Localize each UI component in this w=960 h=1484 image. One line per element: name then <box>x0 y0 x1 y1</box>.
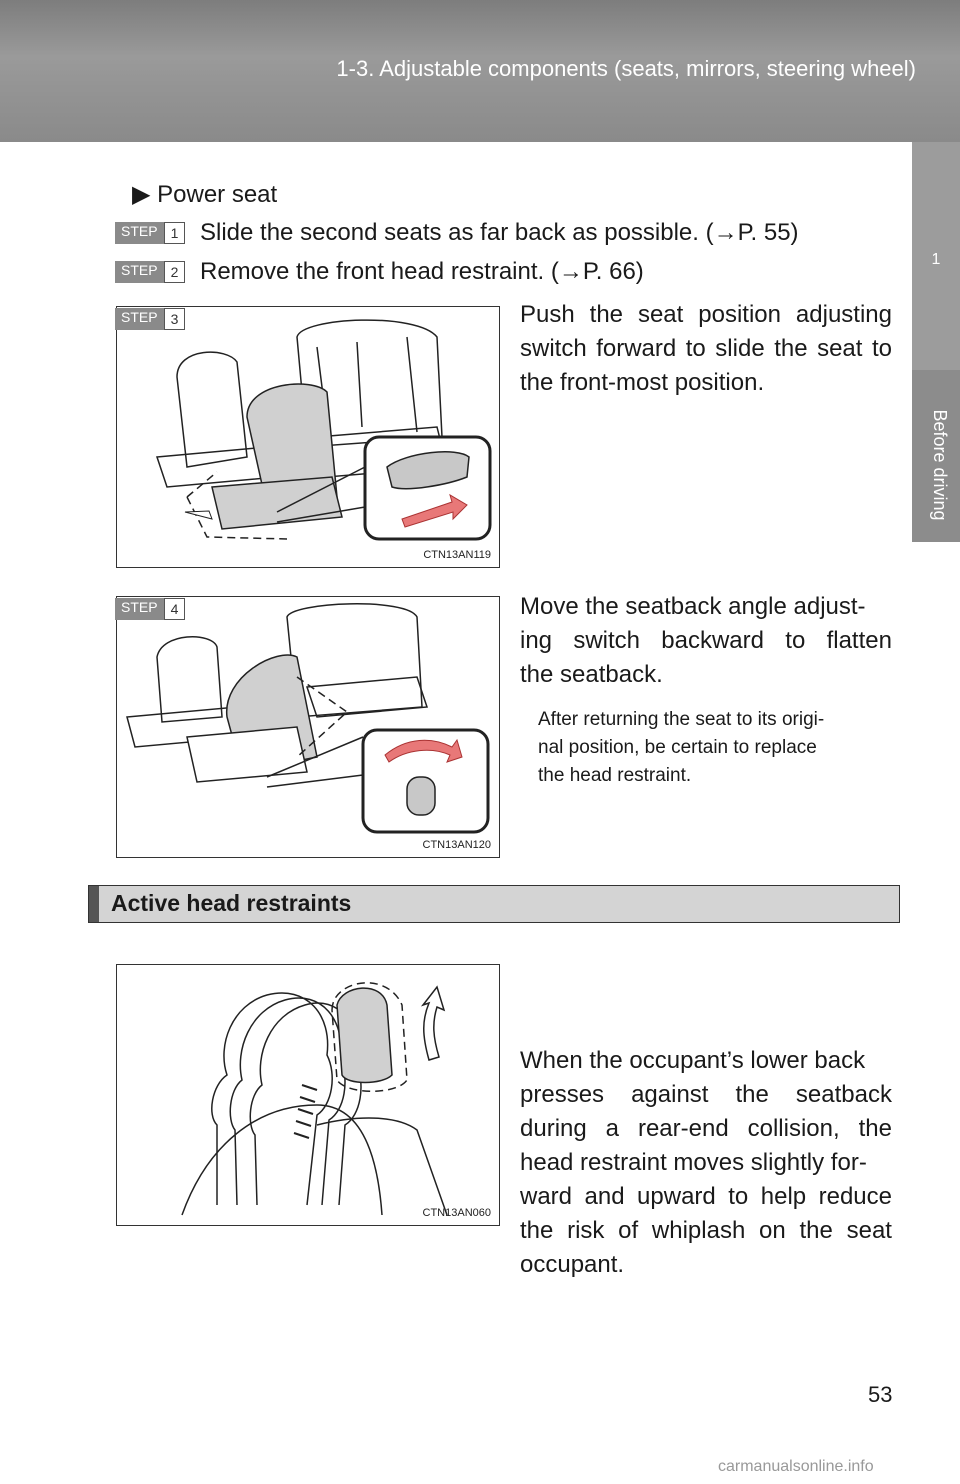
step-3-text: Push the seat position adjusting switch forward to slide the seat to the front-most position. <box>520 301 892 396</box>
seatback-flatten-illustration <box>117 597 499 857</box>
step-3-label: STEP 3 <box>115 308 185 330</box>
step-1-label: STEP 1 <box>115 222 185 244</box>
page-header <box>0 0 960 142</box>
head-restraint-illustration <box>117 965 499 1225</box>
step-4-text: Move the seatback angle adjust- ing switch backward to flatten the seatback. <box>520 593 892 688</box>
power-seat-heading-text: Power seat <box>157 181 278 208</box>
step-1-text: Slide the second seats as far back as possible. (→P. 55) <box>200 219 799 246</box>
figure-seat-slide <box>116 306 500 568</box>
step-2-label: STEP 2 <box>115 261 185 283</box>
seat-slide-illustration <box>117 307 499 567</box>
watermark: carmanualsonline.info <box>718 1458 874 1475</box>
side-tab-label: Before driving <box>930 409 950 521</box>
triangle-marker-icon: ▶ <box>132 181 151 208</box>
page-number: 53 <box>868 1382 893 1407</box>
figure-head-restraint <box>116 964 500 1226</box>
figure-seatback-flatten <box>116 596 500 858</box>
figure-code: CTN13AN119 <box>423 549 491 561</box>
step-2-text: Remove the front head restraint. (→P. 66) <box>200 258 644 285</box>
header-title: 1-3. Adjustable components (seats, mirrors, steering wheel) <box>336 56 916 81</box>
section-title: Active head restraints <box>111 890 352 916</box>
active-head-description: When the occupant’s lower back presses against the seatback during a rear-end collision, the head restraint moves slightly for- ward and upward to help reduce the risk of whiplash on the seat occupant. <box>520 1047 892 1278</box>
step-4-label: STEP 4 <box>115 598 185 620</box>
section-header <box>88 885 900 923</box>
figure-code: CTN13AN060 <box>422 1207 491 1219</box>
power-seat-heading <box>132 178 277 212</box>
figure-code: CTN13AN120 <box>422 839 491 851</box>
step-4-note: After returning the seat to its origi- nal position, be certain to replace the head restraint. <box>538 709 825 786</box>
side-tab-number: 1 <box>912 142 960 370</box>
section-marker <box>89 886 99 922</box>
